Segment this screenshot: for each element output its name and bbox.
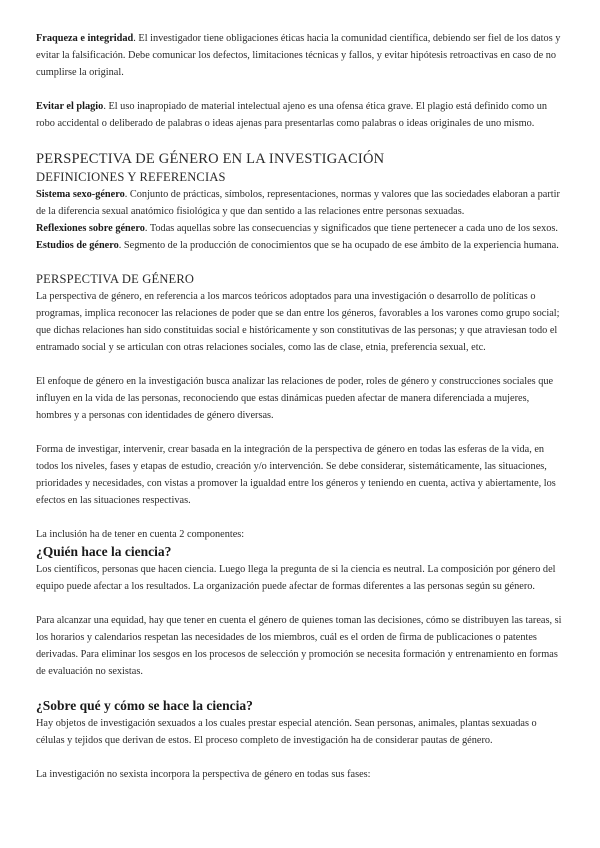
heading-perspectiva-investigacion: PERSPECTIVA DE GÉNERO EN LA INVESTIGACIÓN [36, 151, 385, 167]
paragraph-enfoque: El enfoque de género en la investigación busca analizar las relaciones de poder, roles de género y construcciones sociales que influyen en la vida de las personas, reconociendo que estas dinámicas pueden afectar de manera diferenciada a mujeres, hombres y a personas con identidades de género diversas. [36, 376, 554, 421]
definition-estudios [36, 237, 564, 254]
term-reflexiones: Reflexiones sobre género [36, 223, 145, 234]
term-estudios: Estudios de género [36, 240, 119, 251]
heading-perspectiva-genero: PERSPECTIVA DE GÉNERO [36, 272, 195, 286]
paragraph-forma-investigar: Forma de investigar, intervenir, crear basada en la integración de la perspectiva de género en todas las esferas de la vida, en todos los niveles, fases y etapas de estudio, creación y/o intervención. Se debe considerar, sistemáticamente, las situaciones, prioridades y necesidades, con vistas a promover la igualdad entre los géneros y teniendo en cuenta, activa y abiertamente, los efectos en las situaciones respectivas. [36, 444, 556, 506]
heading-quien-hace-ciencia: ¿Quién hace la ciencia? [36, 544, 172, 559]
term-fraqueza: Fraqueza e integridad [36, 33, 134, 44]
paragraph-fraqueza [36, 30, 564, 81]
paragraph-plagio [36, 98, 564, 132]
term-plagio: Evitar el plagio [36, 101, 104, 112]
paragraph-cientificos: Los científicos, personas que hacen ciencia. Luego llega la pregunta de si la ciencia es neutral. La composición por género del equipo puede afectar a los resultados. La organización puede afectar de formas diferentes a las personas según su género. [36, 564, 556, 592]
definition-reflexiones [36, 220, 564, 237]
term-sistema-sexo-genero: Sistema sexo-género [36, 189, 125, 200]
text-estudios: . Segmento de la producción de conocimientos que se ha ocupado de ese ámbito de la experiencia humana. [118, 240, 559, 251]
heading-definiciones: DEFINICIONES Y REFERENCIAS [36, 170, 226, 184]
text-fraqueza: . El investigador tiene obligaciones éticas hacia la comunidad científica, debiendo ser fiel de los datos y evitar la falsificación. Debe comunicar los defectos, limitaciones técnicas y fallos, y evitar hipótesis retroactivas en caso de no cumplirse la original. [36, 33, 561, 78]
text-reflexiones: . Todas aquellas sobre las consecuencias y significados que tiene pertenecer a cada uno de los sexos. [144, 223, 558, 234]
paragraph-inclusion: La inclusión ha de tener en cuenta 2 componentes: [36, 529, 245, 540]
heading-sobre-que-como: ¿Sobre qué y cómo se hace la ciencia? [36, 698, 253, 713]
paragraph-perspectiva: La perspectiva de género, en referencia a los marcos teóricos adoptados para una investigación o desarrollo de políticas o programas, implica reconocer las relaciones de poder que se dan entre los géneros, favorables a los varones como grupo social; que dichas relaciones han sido constituidas social e históricamente y son constitutivas de las personas; y que atraviesan todo el entramado social y se articulan con otras relaciones sociales, como las de clase, etnia, preferencia sexual, etc. [36, 291, 560, 353]
paragraph-objetos: Hay objetos de investigación sexuados a los cuales prestar especial atención. Sean personas, animales, plantas sexuadas o células y tejidos que derivan de estos. El proceso completo de investigación ha de considerar pautas de género. [36, 718, 537, 746]
paragraph-equidad: Para alcanzar una equidad, hay que tener en cuenta el género de quienes toman las decisiones, cómo se distribuyen las tareas, si los horarios y calendarios respetan las necesidades de los miembros, cuál es el orden de firma de publicaciones o patentes derivadas. Para eliminar los sesgos en los procesos de selección y promoción se necesita formación y entrenamiento en formas de evaluación no sexistas. [36, 615, 562, 677]
text-sistema-sexo-genero: . Conjunto de prácticas, símbolos, representaciones, normas y valores que las sociedades elaboran a partir de la diferencia sexual anatómico fisiológica y que dan sentido a las relaciones entre personas sexuadas. [36, 189, 560, 217]
definition-sistema-sexo-genero [36, 186, 564, 220]
paragraph-no-sexista: La investigación no sexista incorpora la perspectiva de género en todas sus fases: [36, 769, 371, 780]
text-plagio: . El uso inapropiado de material intelectual ajeno es una ofensa ética grave. El plagio está definido como un robo accidental o deliberado de palabras o ideas ajenas para presentarlas como palabras o ideas originales de uno mismo. [36, 101, 548, 129]
